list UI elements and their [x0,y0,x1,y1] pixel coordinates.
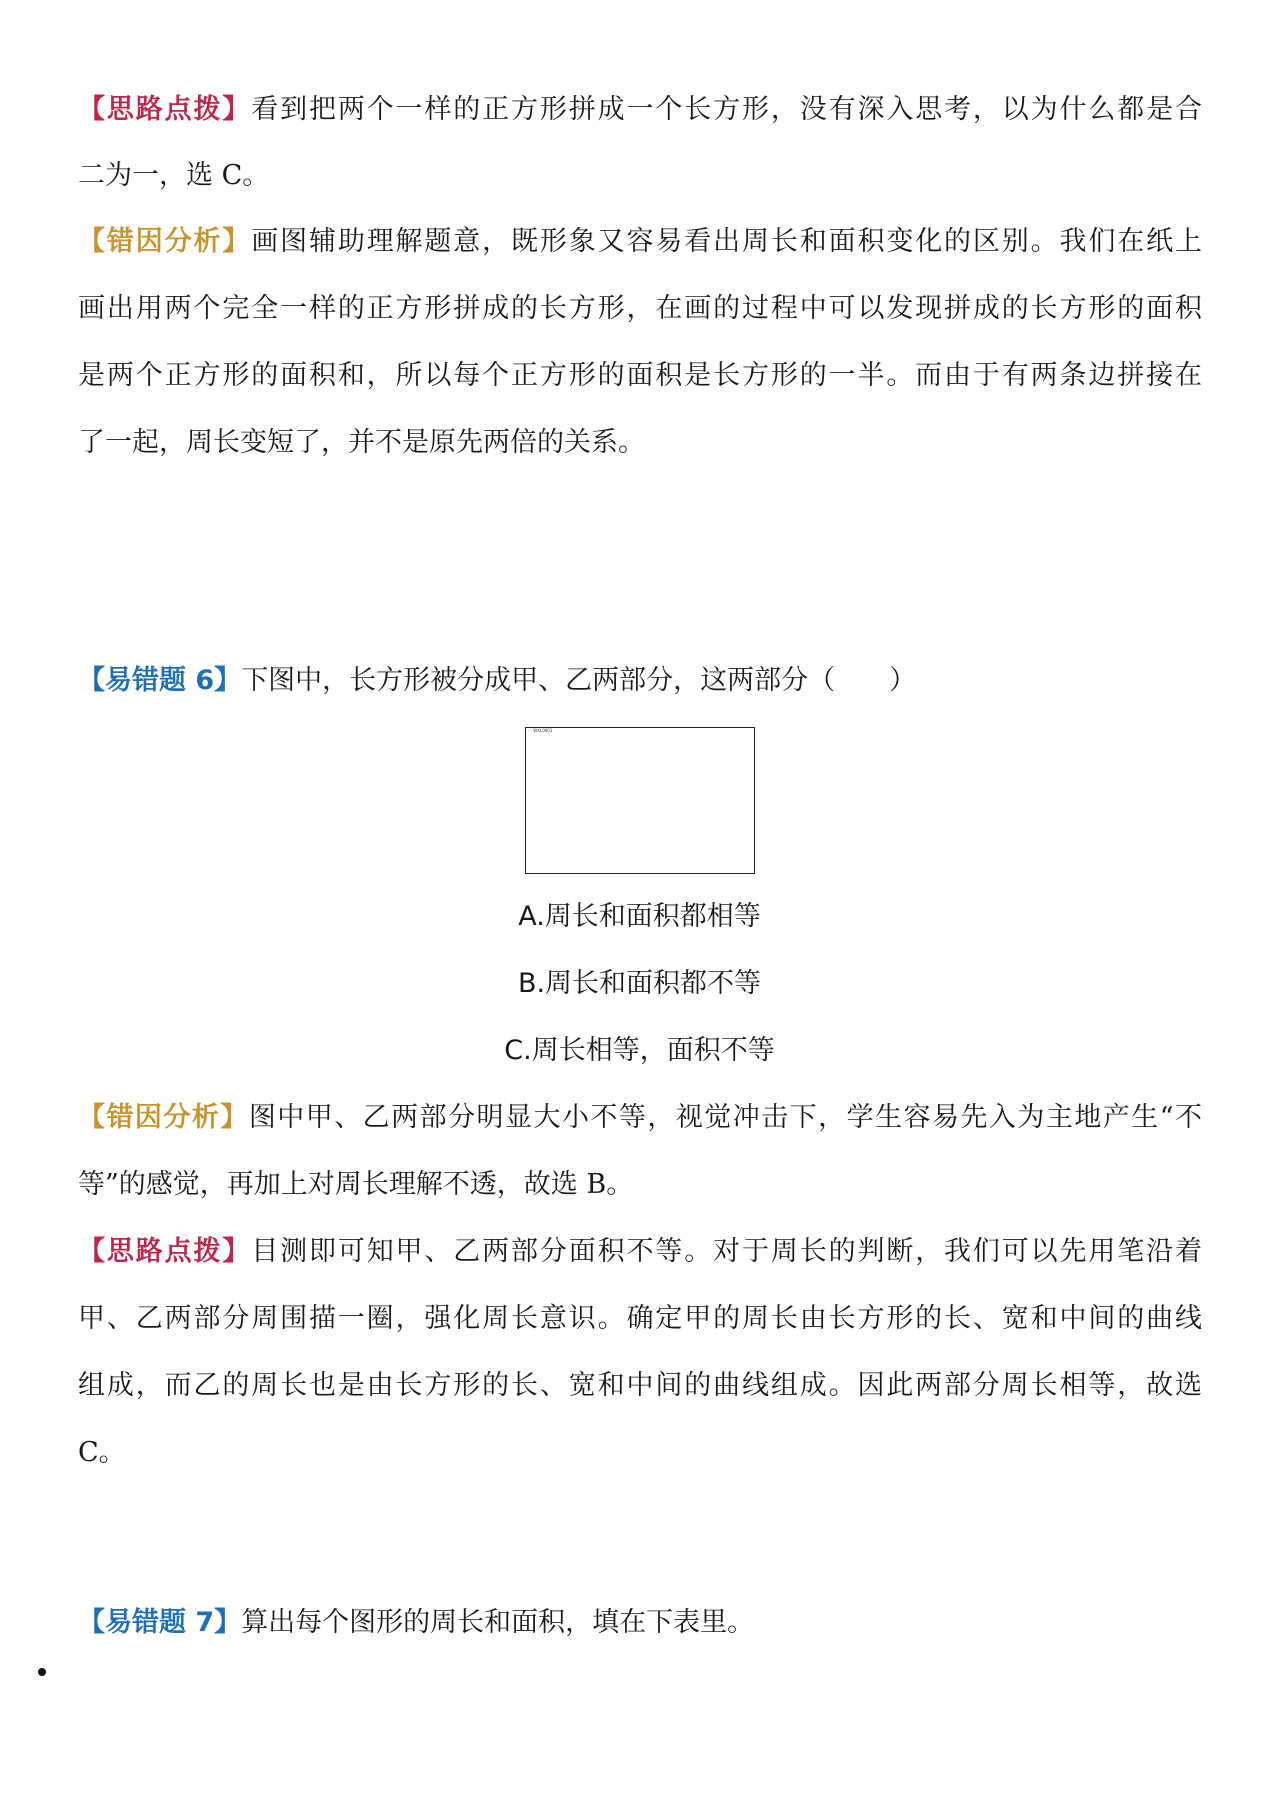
q6-error-line-1 [78,1100,1202,1136]
q5-error-line-4: 了一起，周长变短了，并不是原先两倍的关系。 [78,427,645,458]
q6-hint-line-4: C。 [78,1437,126,1468]
q6-title [78,663,1202,699]
q5-hint-line-1 [78,92,1202,128]
rectangle-figure [525,727,755,874]
question-number-tag: 【易错题 7】 [78,1607,242,1638]
error-text: 图中甲、乙两部分明显大小不等，视觉冲击下，学生容易先入为主地产生“不 [248,1102,1203,1133]
error-text: 画图辅助理解题意，既形象又容易看出周长和面积变化的区别。我们在纸上 [251,226,1203,257]
q6-error-line-2: 等”的感觉，再加上对周长理解不透，故选 B。 [78,1169,634,1200]
option-c: C.周长相等，面积不等 [504,1035,775,1066]
q6-hint-line-3: 组成，而乙的周长也是由长方形的长、宽和中间的曲线组成。因此两部分周长相等，故选 [78,1370,1202,1401]
hint-text: 看到把两个一样的正方形拼成一个长方形，没有深入思考，以为什么都是合 [251,94,1203,125]
q5-error-line-3: 是两个正方形的面积和，所以每个正方形的面积是长方形的一半。而由于有两条边拼接在 [78,360,1202,391]
q5-hint-line-2: 二为一，选 C。 [78,160,270,191]
error-tag: 【错因分析】 [78,226,252,257]
error-tag: 【错因分析】 [78,1102,249,1133]
q7-title [78,1605,1202,1641]
q5-error-line-1 [78,224,1202,260]
option-b: B.周长和面积都不等 [517,968,762,999]
hint-text: 目测即可知甲、乙两部分面积不等。对于周长的判断，我们可以先用笔沿着 [251,1236,1203,1267]
question-text: 算出每个图形的周长和面积，填在下表里。 [241,1607,755,1638]
hint-tag: 【思路点拨】 [78,94,252,125]
q5-error-line-2: 画出用两个完全一样的正方形拼成的长方形，在画的过程中可以发现拼成的长方形的面积 [78,293,1202,324]
hint-tag: 【思路点拨】 [78,1236,252,1267]
figure-caption: 一 WXL0001 [528,728,553,733]
list-bullet [38,1668,46,1676]
question-number-tag: 【易错题 6】 [78,665,242,696]
option-a: A.周长和面积都相等 [518,901,761,932]
question-text: 下图中，长方形被分成甲、乙两部分，这两部分（ ） [241,665,917,696]
q6-hint-line-1 [78,1234,1202,1270]
q6-hint-line-2: 甲、乙两部分周围描一圈，强化周长意识。确定甲的周长由长方形的长、宽和中间的曲线 [78,1303,1202,1334]
